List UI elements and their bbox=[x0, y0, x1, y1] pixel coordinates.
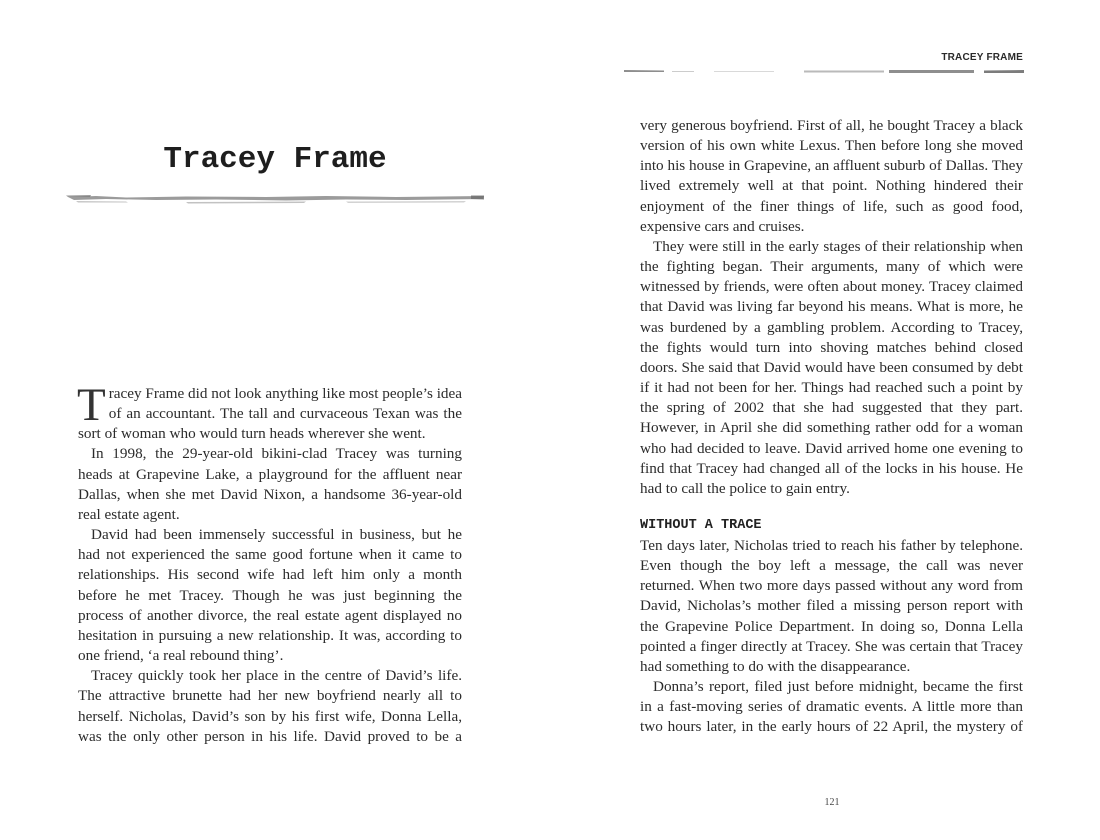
paragraph: very generous boyfriend. First of all, he bought Tracey a black version of his own white Lexus. Then before long she moved into his house in Grapevine, an affluent suburb of Dallas. They lived extremely well at that point. Nothing hindered their enjoyment of the finer things of life, such as good food, expensive cars and cruises. bbox=[640, 117, 1023, 235]
paragraph: In 1998, the 29-year-old bikini-clad Tracey was turning heads at Grapevine Lake, a playground for the affluent near Dallas, when she met David Nixon, a handsome 36-year-old real estate agent. bbox=[78, 445, 462, 523]
right-page bbox=[550, 0, 1100, 840]
paragraph bbox=[77, 379, 462, 444]
chapter-title: Tracey Frame bbox=[163, 142, 387, 177]
paragraph: They were still in the early stages of their relationship when the fighting began. Their arguments, many of which were witnessed by friends, were often about money. Tracey claimed that David was living far beyond his means. What is more, he was burdened by a gambling problem. According to Tracey, the fights would turn into shoving matches behind closed doors. She said that David would have been consumed by debt if it had not been for her. Things had reached such a point by the spring of 2002 that she had suggested that they part. However, in April she did something rather odd for a woman who had decided to leave. David arrived home one evening to find that Tracey had changed all of the locks in his house. He had to call the police to gain entry. bbox=[640, 237, 1023, 497]
paragraph: Ten days later, Nicholas tried to reach his father by telephone. Even though the boy left a message, the call was never returned. When two more days passed without any word from David, Nicholas’s mother filed a missing person report with the Grapevine Police Department. In doing so, Donna Lella pointed a finger directly at Tracey. She was certain that Tracey had something to do with the disappearance. bbox=[640, 536, 1023, 675]
paragraph: Donna’s report, filed just before midnight, became the first in a fast-moving series of dramatic events. A little more than two hours later, in the early hours of 22 April, the mystery of bbox=[640, 678, 1023, 736]
paragraph: David had been immensely successful in business, but he had not experienced the same good fortune when it came to relationships. His second wife had left him only a month before he met Tracey. Though he was just beginning the process of another divorce, the real estate agent displayed no hesitation in pursuing a new relationship. It was, according to one friend, ‘a real rebound thing’. bbox=[78, 526, 462, 665]
paragraph-text: racey Frame did not look anything like most people’s idea of an accountant. The tall and curvaceous Texan was the sort of woman who would turn heads wherever she went. bbox=[78, 385, 462, 443]
chapter-title-rule bbox=[66, 192, 486, 206]
drop-cap: T bbox=[77, 379, 106, 431]
right-body-text bbox=[640, 116, 1023, 738]
paragraph: Tracey quickly took her place in the centre of David’s life. The attractive brunette had her new boyfriend nearly all to herself. Nicholas, David’s son by his first wife, Donna Lella, was the only other person in his life. David proved to be a bbox=[78, 667, 462, 745]
running-head-rule bbox=[624, 68, 1024, 76]
page-number: 121 bbox=[824, 797, 840, 808]
section-subheading: WITHOUT A TRACE bbox=[640, 517, 762, 533]
running-head: TRACEY FRAME bbox=[941, 52, 1023, 63]
left-body-text bbox=[77, 379, 462, 747]
